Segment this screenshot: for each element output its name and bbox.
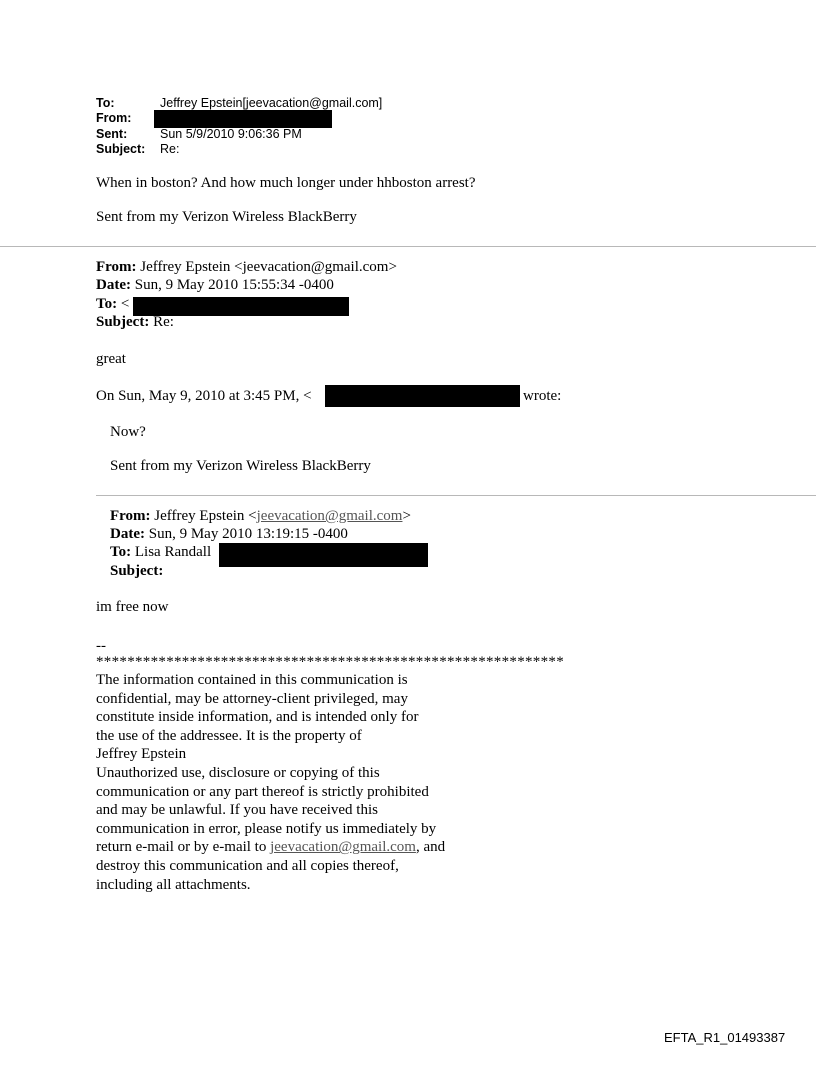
sig-dashes: --	[96, 638, 106, 654]
msg2-from-label: From:	[96, 259, 137, 275]
from-label: From:	[96, 111, 132, 125]
disclaimer-email-suffix: , and	[415, 839, 446, 856]
msg3-date-value: Sun, 9 May 2010 13:19:15 -0400	[148, 526, 348, 542]
msg2-date-line	[96, 276, 334, 294]
subject-value: Re:	[160, 142, 180, 156]
msg2-to-label: To:	[96, 296, 118, 312]
to-label: To:	[96, 96, 115, 110]
msg2-date-value: Sun, 9 May 2010 15:55:34 -0400	[134, 277, 334, 293]
msg2-subject-line	[96, 313, 174, 331]
disclaimer-line: destroy this communication and all copies thereof,	[96, 857, 399, 874]
msg2-from-line	[96, 258, 397, 276]
sent-value: Sun 5/9/2010 9:06:36 PM	[160, 127, 302, 141]
email-link[interactable]: jeevacation@gmail.com	[270, 839, 416, 856]
disclaimer-email-line	[96, 838, 516, 857]
disclaimer-email-prefix: return e-mail or by e-mail to	[96, 839, 271, 856]
disclaimer-line: and may be unlawful. If you have received this	[96, 802, 378, 819]
msg2-from-value: Jeffrey Epstein <jeevacation@gmail.com>	[140, 259, 397, 275]
msg3-body: im free now	[96, 599, 169, 615]
msg3-date-line	[110, 525, 348, 543]
disclaimer-line: The information contained in this communication is	[96, 672, 408, 688]
divider	[0, 246, 816, 247]
msg3-subject-label: Subject:	[110, 563, 164, 579]
disclaimer-line: including all attachments.	[96, 876, 251, 893]
disclaimer-line: Unauthorized use, disclosure or copying of this	[96, 764, 380, 781]
disclaimer-line: Jeffrey Epstein	[96, 746, 187, 763]
subject-label: Subject:	[96, 142, 146, 156]
quote-intro: On Sun, May 9, 2010 at 3:45 PM, <	[96, 388, 312, 404]
msg2-subject-value: Re:	[153, 314, 174, 330]
redaction-box	[154, 110, 332, 128]
document-id: EFTA_R1_01493387	[664, 1030, 786, 1045]
quoted-body: Now?	[110, 424, 146, 440]
quote-intro-end: wrote:	[523, 388, 562, 404]
redaction-box	[219, 543, 428, 567]
divider	[96, 495, 816, 496]
msg3-from-line	[110, 507, 411, 525]
message-body: When in boston? And how much longer under hhboston arrest?	[96, 175, 476, 191]
msg2-body: great	[96, 351, 126, 367]
to-value: Jeffrey Epstein[jeevacation@gmail.com]	[160, 96, 383, 110]
msg3-from-suffix: >	[402, 508, 411, 524]
msg3-to-label: To:	[110, 544, 132, 560]
msg2-to-value: <	[120, 296, 130, 312]
message-signature: Sent from my Verizon Wireless BlackBerry	[96, 209, 357, 225]
disclaimer-line: constitute inside information, and is intended only for	[96, 709, 419, 726]
msg3-to-line	[110, 543, 211, 561]
msg2-subject-label: Subject:	[96, 314, 150, 330]
msg3-from-label: From:	[110, 508, 151, 524]
disclaimer-line: the use of the addressee. It is the property of	[96, 727, 362, 744]
msg3-from-prefix: Jeffrey Epstein <	[154, 508, 257, 524]
msg3-date-label: Date:	[110, 526, 145, 542]
sent-label: Sent:	[96, 127, 128, 141]
quoted-signature: Sent from my Verizon Wireless BlackBerry	[110, 458, 371, 474]
disclaimer-line: communication or any part thereof is strictly prohibited	[96, 783, 429, 800]
msg2-to-line	[96, 295, 129, 313]
email-link[interactable]: jeevacation@gmail.com	[256, 508, 403, 524]
redaction-box	[325, 385, 520, 407]
msg2-date-label: Date:	[96, 277, 131, 293]
disclaimer-line: communication in error, please notify us immediately by	[96, 820, 437, 837]
disclaimer-line: confidential, may be attorney-client privileged, may	[96, 690, 408, 707]
disclaimer	[96, 671, 516, 894]
msg3-to-value: Lisa Randall	[134, 544, 212, 560]
stars-divider: ************************************************************	[96, 654, 564, 670]
